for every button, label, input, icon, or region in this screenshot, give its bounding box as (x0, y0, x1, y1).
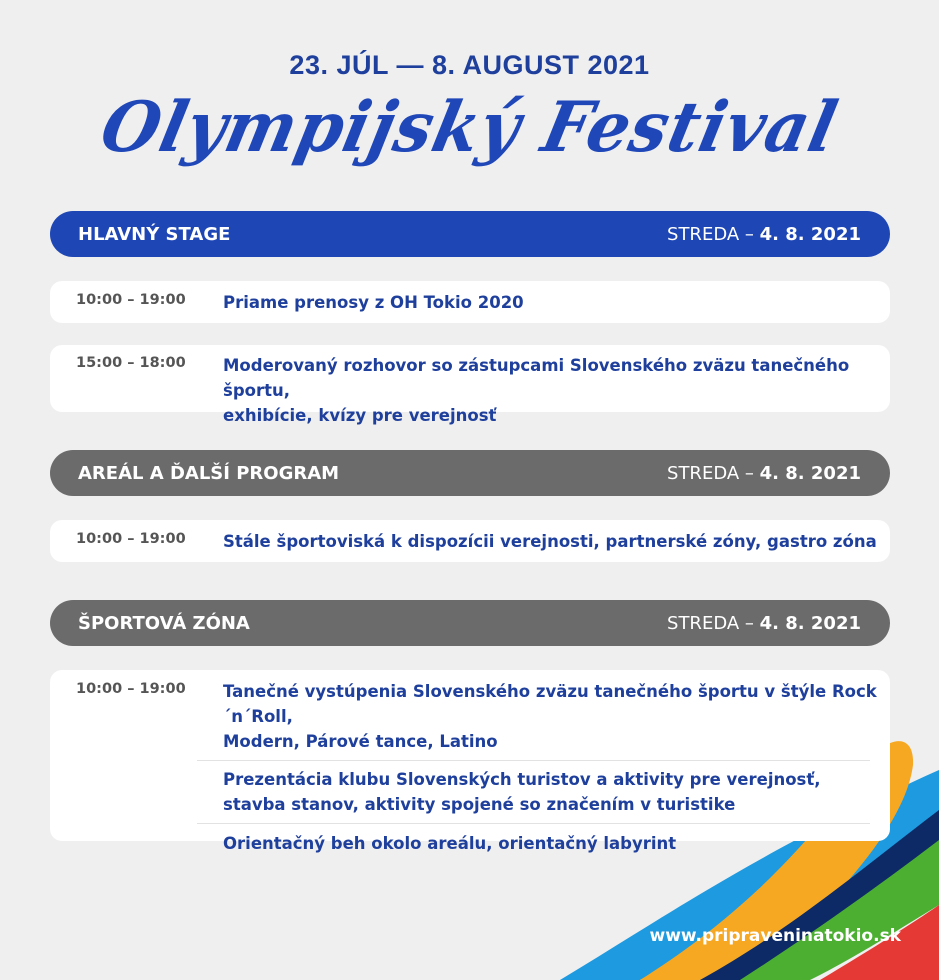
section-title: ŠPORTOVÁ ZÓNA (78, 612, 250, 634)
schedule-row (50, 824, 890, 856)
time-spacer (50, 831, 223, 856)
program-line: exhibície, kvízy pre verejnosť (223, 406, 497, 425)
program-text (223, 353, 890, 428)
schedule-card (50, 345, 890, 425)
section-day: STREDA (667, 612, 740, 634)
schedule-card (50, 670, 890, 853)
schedule-row (50, 761, 890, 817)
section-date-value: 4. 8. 2021 (759, 612, 861, 634)
section-day: STREDA (667, 223, 740, 245)
date-dash: – (739, 223, 760, 245)
section-date-value: 4. 8. 2021 (759, 462, 861, 484)
date-dash: – (739, 612, 760, 634)
program-text (223, 679, 890, 754)
schedule-row (50, 345, 890, 428)
program-line: Tanečné vystúpenia Slovenského zväzu tanečného športu v štýle Rock´n´Roll, (223, 682, 877, 726)
section-title: HLAVNÝ STAGE (78, 223, 231, 245)
section-date (667, 463, 861, 484)
program-line: Stále športoviská k dispozícii verejnosti, partnerské zóny, gastro zóna (223, 532, 877, 551)
festival-title: Olympijský Festival (94, 86, 845, 168)
section-date-value: 4. 8. 2021 (759, 223, 861, 245)
program-line: Orientačný beh okolo areálu, orientačný labyrint (223, 834, 677, 853)
program-line: Prezentácia klubu Slovenských turistov a aktivity pre verejnosť, (223, 770, 821, 789)
schedule-card (50, 281, 890, 323)
schedule-row (50, 281, 890, 315)
date-dash: – (739, 462, 760, 484)
time-range: 10:00 – 19:00 (76, 292, 186, 308)
program-line: stavba stanov, aktivity spojené so značením v turistike (223, 795, 736, 814)
section-date (667, 613, 861, 634)
section-day: STREDA (667, 462, 740, 484)
program-text (223, 831, 676, 856)
schedule-row (50, 520, 890, 554)
schedule-card (50, 520, 890, 562)
program-line: Modern, Párové tance, Latino (223, 732, 498, 751)
section-date (667, 224, 861, 245)
section-title: AREÁL A ĎALŠÍ PROGRAM (78, 462, 340, 484)
website-link[interactable]: www.pripraveninatokio.sk (649, 926, 901, 946)
program-text (223, 290, 524, 315)
program-line: Moderovaný rozhovor so zástupcami Slovenského zväzu tanečného športu, (223, 356, 850, 400)
time-range: 15:00 – 18:00 (76, 355, 186, 371)
time-range: 10:00 – 19:00 (76, 681, 186, 697)
section-bar-area-program (50, 450, 890, 496)
section-bar-main-stage (50, 211, 890, 257)
program-text (223, 529, 877, 554)
program-line: Priame prenosy z OH Tokio 2020 (223, 293, 524, 312)
program-text (223, 767, 821, 817)
time-range: 10:00 – 19:00 (76, 531, 186, 547)
time-spacer (50, 767, 223, 817)
section-bar-sport-zone (50, 600, 890, 646)
schedule-row (50, 670, 890, 754)
event-date-range: 23. JÚL — 8. AUGUST 2021 (289, 50, 650, 80)
